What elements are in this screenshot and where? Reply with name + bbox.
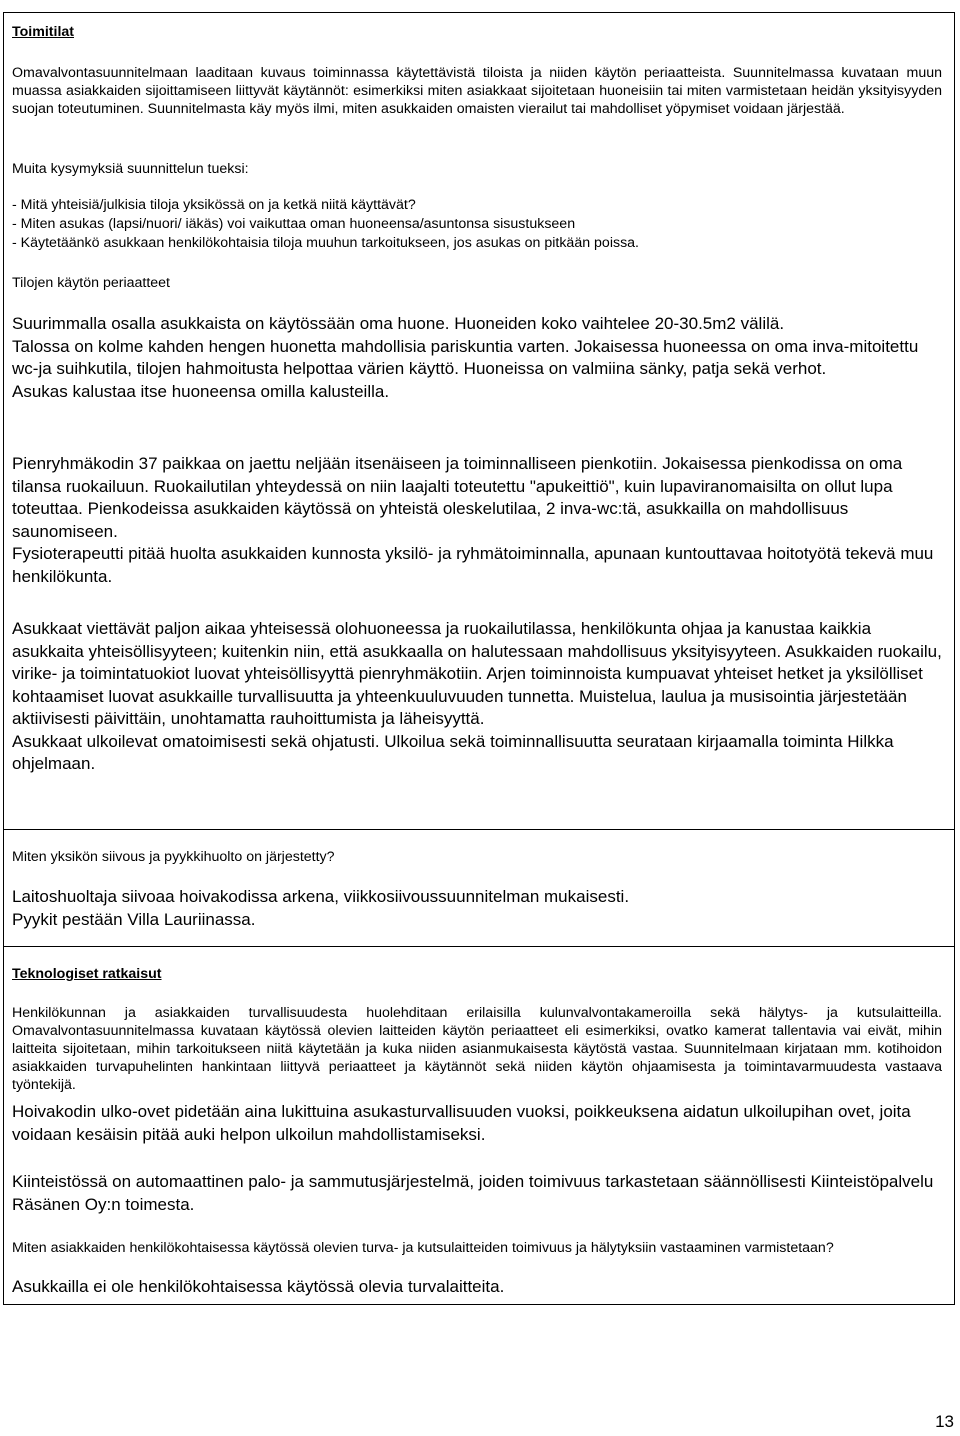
answer-community-line-2: Asukkaat ulkoilevat omatoimisesti sekä ohjatusti. Ulkoilua sekä toiminnallisuutta seurataan kirjaamalla toiminta Hilkka ohjelmaan. [12, 731, 894, 773]
technology-answer-fire-system: Kiinteistössä on automaattinen palo- ja sammutusjärjestelmä, joiden toimivuus tarkastetaan säännöllisesti Kiinteistöpalvelu Räsänen Oy:n toimesta. [12, 1172, 934, 1214]
toimitilat-intro: Omavalvontasuunnitelmaan laaditaan kuvaus toiminnassa käytettävistä tiloista ja niiden käytön periaatteista. Suunnitelmassa kuvataan muun muassa asiakkaiden sijoittamiseen liittyvät käytännöt: esimerkiksi miten asiakkaat sijoitetaan huoneisiin tai miten varmistetaan heidän yksityisyyden suojan toteutuminen. Suunnitelmasta käy myös ilmi, miten asukkaiden omaisten vierailut tai mahdolliset yöpymiset voidaan järjestää. [12, 65, 942, 117]
cleaning-question: Miten yksikön siivous ja pyykkihuolto on järjestetty? [12, 849, 335, 865]
section-heading-toimitilat: Toimitilat [12, 24, 75, 40]
questions-title: Muita kysymyksiä suunnittelun tueksi: [12, 161, 249, 177]
answer-rooms [12, 313, 942, 403]
question-item-2: - Miten asukas (lapsi/nuori/ iäkäs) voi vaikuttaa oman huoneensa/asuntonsa sisustukseen [12, 216, 576, 232]
cleaning-answer-line-2: Pyykit pestään Villa Lauriinassa. [12, 909, 256, 929]
section-heading-technology: Teknologiset ratkaisut [12, 966, 162, 982]
technology-answer-devices: Asukkailla ei ole henkilökohtaisessa käytössä olevia turvalaitteita. [12, 1277, 505, 1296]
technology-question: Miten asiakkaiden henkilökohtaisessa käytössä olevien turva- ja kutsulaitteiden toimivuus ja hälytyksiin vastaaminen varmistetaan? [12, 1240, 834, 1256]
technology-intro: Henkilökunnan ja asiakkaiden turvallisuudesta huolehditaan erilaisilla kulunvalvontakameroilla sekä hälytys- ja kutsulaitteilla. Omavalvontasuunnitelmassa kuvataan käytössä olevien laitteiden käytön periaatteet eli esimerkiksi, ovatko kamerat tallentavia vai eivät, mihin laitteita sijoitetaan, mihin tarkoitukseen niitä käytetään ja kuka niiden asianmukaisesta käytöstä vastaa. Suunnitelmaan kirjataan mm. kotihoidon asiakkaiden turvapuhelinten hankintaan liittyvä periaatteet ja käytännöt sekä niiden käytön ohjaamisesta ja toimintavarmuudesta vastaava työntekijä. [12, 1005, 942, 1093]
answer-community [12, 618, 942, 776]
cleaning-answer-line-1: Laitoshuoltaja siivoaa hoivakodissa arkena, viikkosiivoussuunnitelman mukaisesti. [12, 887, 630, 906]
principles-title: Tilojen käytön periaatteet [12, 275, 170, 291]
question-item-1: - Mitä yhteisiä/julkisia tiloja yksikössä on ja ketkä niitä käyttävät? [12, 197, 416, 213]
answer-community-line-1: Asukkaat viettävät paljon aikaa yhteisessä olohuoneessa ja ruokailutilassa, henkilökunta ohjaa ja kanustaa kaikkia asukkaita yhteisöllisyyteen; kuitenkin niin, että asukkaalla on halutessaan mahdollisuus yksityisyyteen. Asukkaiden ruokailu, virike- ja toimintatuokiot luovat yhteisöllisyyttä pienryhmäkotiin. Arjen toiminnoista kumpuavat yhteiset hetket ja yksilölliset kohtaamiset luovat asukkaille turvallisuutta ja yhteenkuuluvuuden tunnetta. Muistelua, laulua ja musisointia järjestetään aktiivisesti päivittäin, unohtamatta rauhoittumista ja läheisyyttä. [12, 619, 942, 728]
answer-rooms-line-2: Talossa on kolme kahden hengen huonetta mahdollisia pariskuntia varten. Jokaisessa huoneessa on oma inva-mitoitettu wc-ja suihkutila, tilojen hahmoitusta helpottaa värien käyttö. Huoneissa on valmiina sänky, patja sekä verhot. [12, 336, 919, 378]
answer-small-homes-line-2: Fysioterapeutti pitää huolta asukkaiden kunnosta yksilö- ja ryhmätoiminnalla, apunaan kuntouttavaa hoitotyötä tekevä muu henkilökunta. [12, 544, 934, 586]
question-item-3: - Käytetäänkö asukkaan henkilökohtaisia tiloja muuhun tarkoitukseen, jos asukas on pitkään poissa. [12, 235, 639, 251]
technology-answer-doors: Hoivakodin ulko-ovet pidetään aina lukittuina asukasturvallisuuden vuoksi, poikkeuksena aidatun ulkoilupihan ovet, joita voidaan kesäisin pitää auki helpon ulkoilun mahdollistamiseksi. [12, 1102, 911, 1144]
cleaning-answer [12, 886, 942, 931]
answer-rooms-line-3: Asukas kalustaa itse huoneensa omilla kalusteilla. [12, 381, 390, 401]
page-number: 13 [935, 1412, 954, 1431]
answer-rooms-line-1: Suurimmalla osalla asukkaista on käytössään oma huone. Huoneiden koko vaihtelee 20-30.5m2 välilä. [12, 314, 785, 333]
answer-small-homes [12, 453, 942, 588]
answer-small-homes-line-1: Pienryhmäkodin 37 paikkaa on jaettu neljään itsenäiseen ja toiminnalliseen pienkotiin. Jokaisessa pienkodissa on oma tilansa ruokailuun. Ruokailutilan yhteydessä on niin laajalti toteutettu "apukeittiö", kuin lupaviranomaisilta on ollut lupa toteuttaa. Pienkodeissa asukkaiden käytössä on yhteistä oleskelutilaa, 2 inva-wc:tä, asukkailla on mahdollisuus saunomiseen. [12, 454, 903, 541]
